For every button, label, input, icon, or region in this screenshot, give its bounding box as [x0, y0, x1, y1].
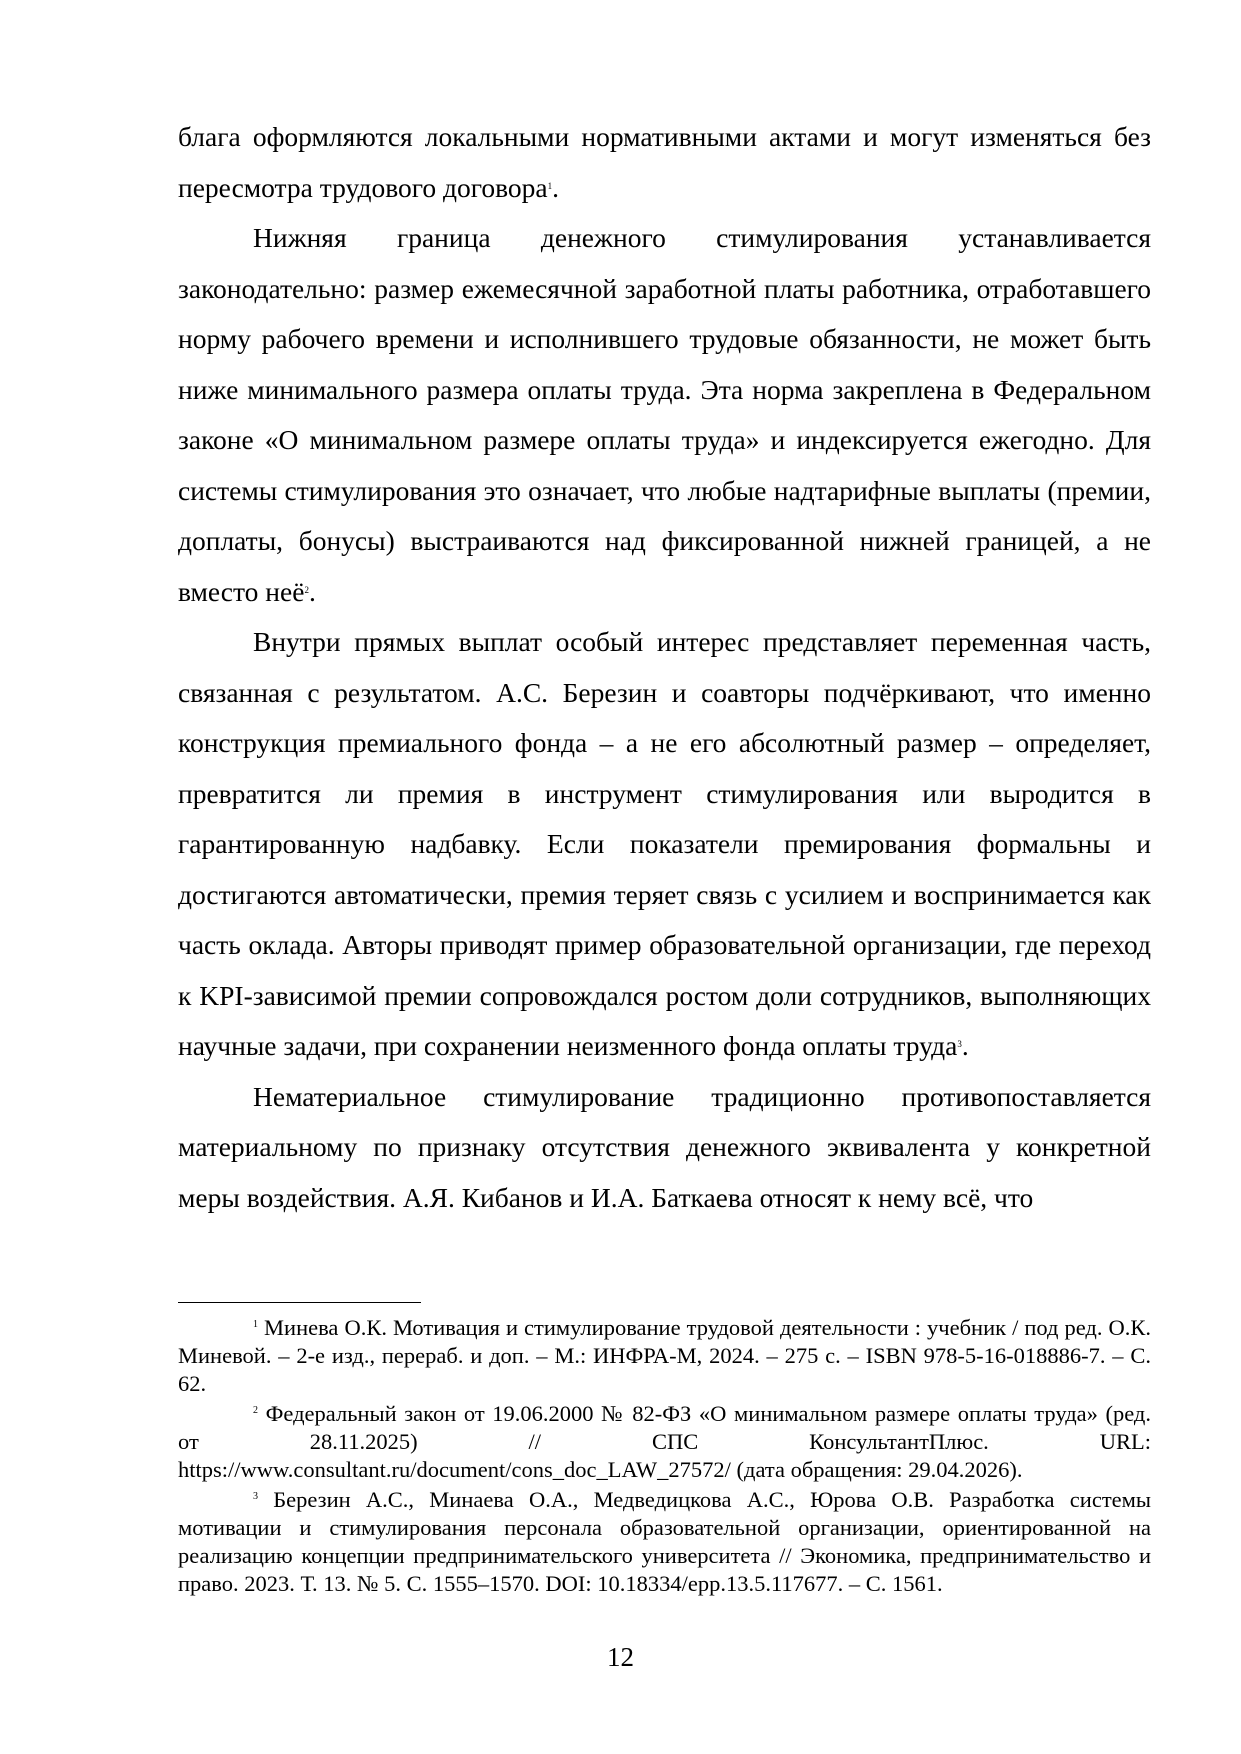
paragraph-tail: . — [961, 1030, 969, 1061]
footnote-ref-2[interactable]: 2 — [304, 584, 309, 595]
footnote-ref-1[interactable]: 1 — [547, 180, 553, 191]
document-body — [178, 112, 1151, 1223]
footnote-text: Березин А.С., Минаева О.А., Медведицкова А.С., Юрова О.В. Разработка системы мотивации и стимулирования персонала образовательной организации, ориентированной на реализацию концепции предпринимательского университета // Экономика, предпринимательство и право. 2023. Т. 13. № 5. С. 1555–1570. DOI: 10.18334/epp.13.5.117677. – С. 1561. — [178, 1487, 1151, 1596]
paragraph-tail: . — [552, 171, 559, 203]
footnote-text: Минева О.К. Мотивация и стимулирование трудовой деятельности : учебник / под ред. О.К. Миневой. – 2-е изд., перераб. и доп. – М.: ИНФРА-М, 2024. – 275 с. – ISBN 978-5-16-018886-7. – С. 62. — [178, 1315, 1152, 1396]
paragraph-text: Нижняя граница денежного стимулирования устанавливается законодательно: размер ежемесячной заработной платы работника, отработавшего норму рабочего времени и исполнившего трудовые обязанности, не может быть ниже минимального размера оплаты труда. Эта норма закреплена в Федеральном законе «О минимальном размере оплаты труда» и индексируется ежегодно. Для системы стимулирования это означает, что любые надтарифные выплаты (премии, доплаты, бонусы) выстраиваются над фиксированной нижней границей, а не вместо неё — [178, 222, 1151, 607]
footnote-number: 3 — [253, 1491, 258, 1502]
page-number: 12 — [607, 1642, 634, 1672]
footnote-text: Федеральный закон от 19.06.2000 № 82-ФЗ «О минимальном размере оплаты труда» (ред. от 28.11.2025) // СПС КонсультантПлюс. URL: https://www.consultant.ru/document/cons_doc_LAW_27572/ (дата обращения: 29.04.2026). — [178, 1401, 1152, 1482]
footnote-number: 1 — [253, 1319, 258, 1330]
footnote-separator — [178, 1302, 421, 1303]
footnote-number: 2 — [253, 1405, 258, 1416]
paragraph-text: Нематериальное стимулирование традиционно противопоставляется материальному по признаку отсутствия денежного эквивалента у конкретной меры воздействия. А.Я. Кибанов и И.А. Баткаева относят к нему всё, что — [178, 1080, 1151, 1213]
paragraph-4 — [178, 1072, 1151, 1224]
paragraph-tail: . — [308, 575, 316, 607]
paragraph-text: Внутри прямых выплат особый интерес представляет переменная часть, связанная с результатом. А.С. Березин и соавторы подчёркивают, что именно конструкция премиального фонда – а не его абсолютный размер – определяет, превратится ли премия в инструмент стимулирования или выродится в гарантированную надбавку. Если показатели премирования формальны и достигаются автоматически, премия теряет связь с усилием и воспринимается как часть оклада. Авторы приводят пример образовательной организации, где переход к KPI-зависимой премии сопровождался ростом доли сотрудников, выполняющих научные задачи, при сохранении неизменного фонда оплаты труда — [178, 626, 1151, 1061]
paragraph-text: блага оформляются локальными нормативными актами и могут изменяться без пересмотра трудового договора — [178, 121, 1151, 203]
paragraph-3 — [178, 617, 1151, 1072]
footnotes-section — [178, 1302, 1151, 1600]
paragraph-1 — [178, 112, 1151, 213]
footnote-ref-3[interactable]: 3 — [957, 1038, 962, 1049]
footnote-3 — [178, 1486, 1151, 1598]
paragraph-2 — [178, 213, 1151, 617]
footnote-2 — [178, 1400, 1151, 1484]
footnote-1 — [178, 1314, 1151, 1398]
